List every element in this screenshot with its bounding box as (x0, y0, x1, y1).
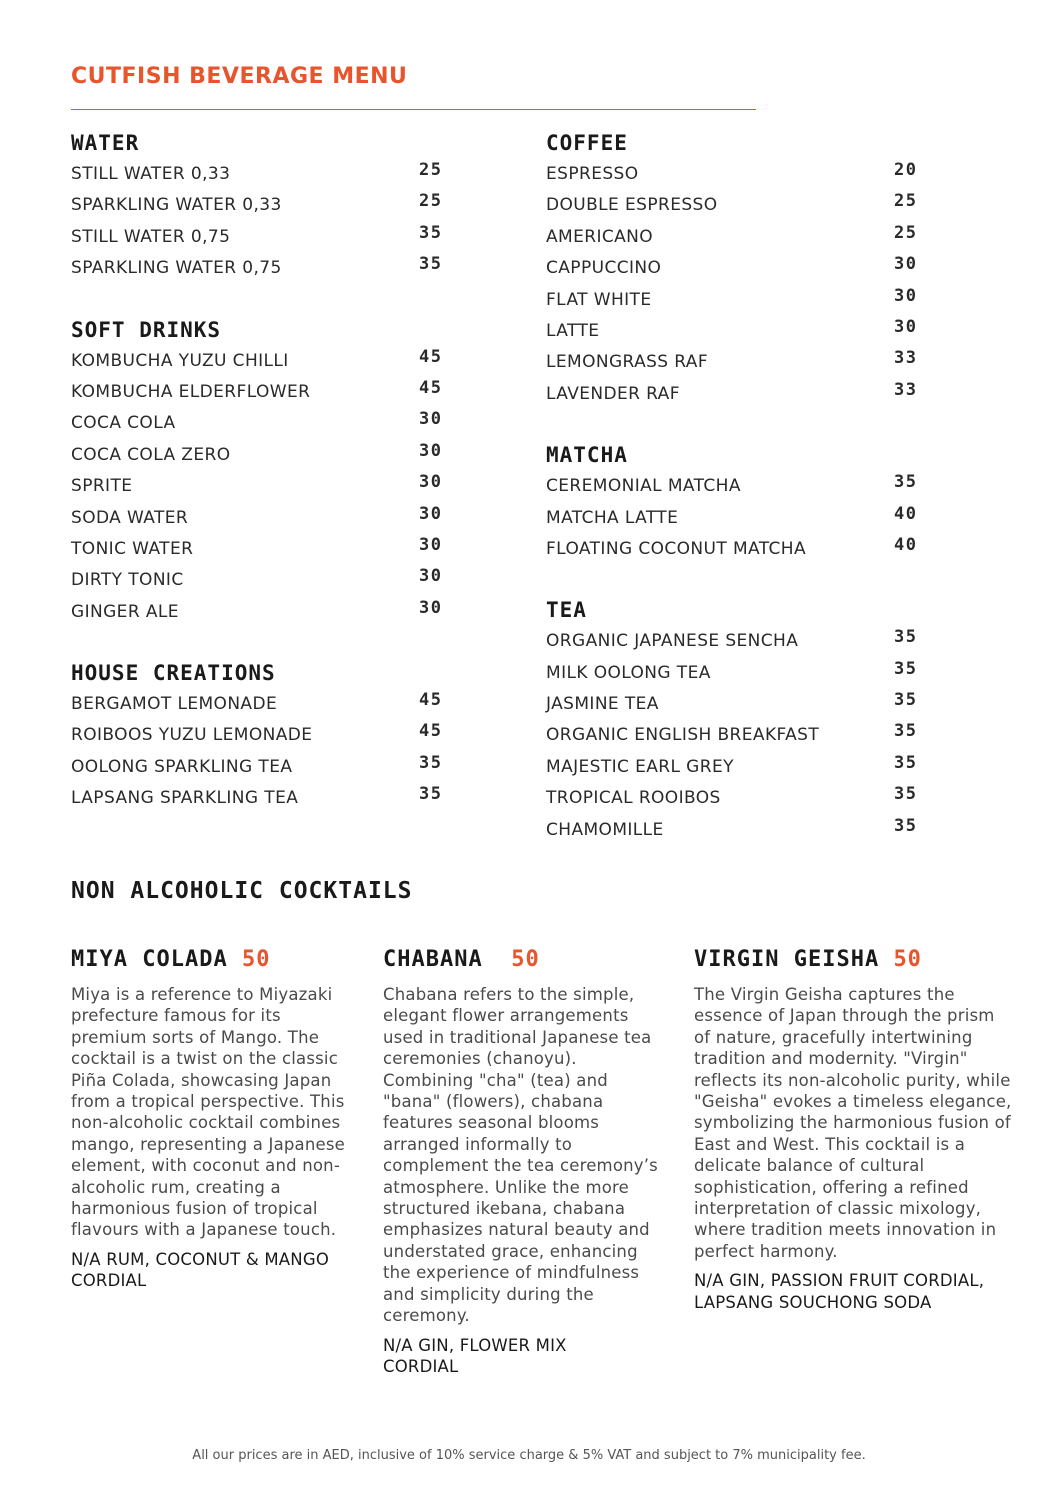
cocktail-name: CHABANA (383, 947, 483, 972)
menu-section (71, 127, 451, 285)
item-price: 25 (894, 222, 918, 243)
menu-section (546, 439, 926, 565)
item-price: 30 (894, 254, 918, 275)
cocktail-name-line (694, 942, 1014, 978)
menu-item (71, 752, 451, 783)
menu-item (546, 253, 926, 284)
menu-item (71, 503, 451, 534)
cocktail-card (383, 942, 658, 1378)
item-name: COCA COLA (71, 413, 176, 434)
cocktail-ingredients: N/A RUM, COCONUT & MANGO CORDIAL (71, 1249, 330, 1291)
item-price: 35 (419, 784, 443, 805)
cocktails-title: NON ALCOHOLIC COCKTAILS (71, 878, 413, 904)
menu-item (71, 346, 451, 377)
section-heading: COFFEE (546, 131, 628, 155)
menu-item (71, 190, 451, 221)
item-name: CHAMOMILLE (546, 819, 664, 840)
menu-item (546, 222, 926, 253)
item-price: 25 (419, 160, 443, 180)
cocktail-name-line (383, 942, 658, 978)
menu-item (546, 316, 926, 347)
item-name: SODA WATER (71, 507, 189, 528)
item-name: GINGER ALE (71, 601, 179, 622)
menu-item (546, 159, 926, 190)
menu-item (71, 222, 451, 253)
item-price: 35 (894, 690, 918, 711)
item-name: KOMBUCHA ELDERFLOWER (71, 381, 311, 402)
item-price: 35 (419, 254, 443, 275)
menu-section (71, 657, 451, 815)
menu-item (71, 440, 451, 471)
cocktail-card (694, 942, 1014, 1313)
item-name: MILK OOLONG TEA (546, 662, 711, 683)
item-price: 30 (894, 316, 918, 337)
item-name: ESPRESSO (546, 164, 639, 184)
cocktail-price: 50 (893, 947, 922, 972)
menu-item (546, 658, 926, 689)
item-name: LAPSANG SPARKLING TEA (71, 788, 299, 809)
item-price: 20 (894, 160, 918, 180)
menu-item (546, 503, 926, 534)
item-price: 45 (419, 377, 443, 398)
cocktail-description: The Virgin Geisha captures the essence of Japan through the prism of nature, gracefully intertwining tradition and modernity. "Virgin" reflects its non-alcoholic purity, while "Geisha" evokes a timeless elegance, symbolizing the harmonious fusion of East and West. This cocktail is a delicate balance of cultural sophistication, offering a refined interpretation of classic mixology, where tradition meets innovation in perfect harmony. (694, 985, 1012, 1261)
item-price: 40 (894, 503, 918, 524)
item-name: LAVENDER RAF (546, 383, 680, 404)
item-name: DOUBLE ESPRESSO (546, 195, 718, 216)
item-price: 33 (894, 379, 918, 400)
item-name: KOMBUCHA YUZU CHILLI (71, 350, 289, 371)
cocktail-ingredients: N/A GIN, FLOWER MIX CORDIAL (383, 1335, 567, 1376)
item-name: SPARKLING WATER 0,75 (71, 258, 282, 279)
item-name: OOLONG SPARKLING TEA (71, 756, 293, 777)
item-name: TONIC WATER (71, 538, 194, 559)
item-name: ORGANIC JAPANESE SENCHA (546, 631, 799, 652)
item-price: 35 (894, 658, 918, 679)
menu-item (546, 783, 926, 814)
item-name: COCA COLA ZERO (71, 444, 231, 465)
item-name: STILL WATER 0,33 (71, 164, 231, 184)
cocktail-card (71, 942, 346, 1292)
cocktail-name: VIRGIN GEISHA (694, 947, 880, 972)
menu-item (546, 689, 926, 720)
section-heading: HOUSE CREATIONS (71, 661, 276, 686)
section-heading: SOFT DRINKS (71, 317, 222, 342)
section-heading: TEA (546, 598, 587, 623)
cocktail-name: MIYA COLADA (71, 947, 228, 972)
item-name: ROIBOOS YUZU LEMONADE (71, 725, 313, 746)
item-price: 33 (894, 348, 918, 369)
cocktail-description: Miya is a reference to Miyazaki prefecture famous for its premium sorts of Mango. The cocktail is a twist on the classic Piña Colada, showcasing Japan from a tropical perspective. This non-alcoholic cocktail combines mango, representing a Japanese element, with coconut and non-alcoholic rum, creating a harmonious fusion of tropical flavours with a Japanese touch. (71, 985, 346, 1240)
menu-item (546, 626, 926, 657)
item-price: 30 (419, 472, 443, 493)
item-name: JASMINE TEA (546, 694, 659, 715)
item-name: MAJESTIC EARL GREY (546, 756, 734, 777)
cocktail-ingredients: N/A GIN, PASSION FRUIT CORDIAL, LAPSANG SOUCHONG SODA (694, 1271, 985, 1312)
menu-item (71, 253, 451, 284)
item-name: DIRTY TONIC (71, 570, 184, 591)
menu-item (71, 377, 451, 408)
item-price: 45 (419, 721, 443, 742)
menu-item (546, 815, 926, 846)
item-name: AMERICANO (546, 226, 654, 247)
item-name: FLOATING COCONUT MATCHA (546, 538, 807, 559)
item-price: 30 (419, 440, 443, 461)
item-price: 30 (894, 285, 918, 306)
item-price: 30 (419, 503, 443, 524)
item-price: 25 (419, 191, 443, 212)
item-price: 25 (894, 191, 918, 212)
menu-section (546, 127, 926, 410)
menu-item (71, 408, 451, 439)
right-column (546, 127, 926, 846)
item-price: 35 (894, 721, 918, 742)
menu-item (546, 379, 926, 410)
item-name: CEREMONIAL MATCHA (546, 476, 741, 497)
item-price: 45 (419, 346, 443, 367)
menu-item (71, 720, 451, 751)
menu-section (71, 314, 451, 629)
item-price: 35 (894, 627, 918, 648)
price-disclaimer: All our prices are in AED, inclusive of 10% service charge & 5% VAT and subject to 7% municipality fee. (192, 1448, 866, 1463)
item-name: SPRITE (71, 476, 133, 497)
item-name: TROPICAL ROOIBOS (546, 788, 721, 809)
menu-item (546, 752, 926, 783)
menu-item (71, 159, 451, 190)
item-name: ORGANIC ENGLISH BREAKFAST (546, 725, 820, 746)
item-name: BERGAMOT LEMONADE (71, 694, 278, 715)
cocktail-name-line (71, 942, 346, 978)
item-name: STILL WATER 0,75 (71, 226, 231, 247)
item-price: 30 (419, 597, 443, 618)
menu-item (71, 689, 451, 720)
item-price: 40 (894, 534, 918, 555)
menu-item (546, 190, 926, 221)
section-heading: MATCHA (546, 443, 628, 468)
item-name: MATCHA LATTE (546, 507, 679, 528)
menu-item (71, 534, 451, 565)
cocktail-description: Chabana refers to the simple, elegant flower arrangements used in traditional Japanese tea ceremonies (chanoyu). Combining "cha" (tea) and "bana" (flowers), chabana features seasonal blooms arranged informally to complement the tea ceremony’s atmosphere. Unlike the more structured ikebana, chabana emphasizes natural beauty and understated grace, enhancing the experience of mindfulness and simplicity during the ceremony. (383, 985, 658, 1326)
title-divider (71, 109, 756, 110)
menu-title: CUTFISH BEVERAGE MENU (71, 64, 408, 89)
item-price: 45 (419, 690, 443, 711)
item-price: 35 (894, 472, 918, 493)
item-name: CAPPUCCINO (546, 258, 662, 279)
menu-item (546, 720, 926, 751)
menu-section (546, 594, 926, 846)
item-name: FLAT WHITE (546, 289, 652, 310)
menu-item (546, 347, 926, 378)
item-price: 30 (419, 409, 443, 430)
menu-item (546, 285, 926, 316)
item-price: 35 (419, 222, 443, 243)
item-name: LATTE (546, 320, 600, 341)
item-price: 30 (419, 534, 443, 555)
item-price: 35 (894, 815, 918, 836)
item-name: LEMONGRASS RAF (546, 352, 709, 373)
item-price: 35 (419, 752, 443, 773)
menu-item (71, 597, 451, 628)
menu-item (71, 471, 451, 502)
menu-item (546, 471, 926, 502)
left-column (71, 127, 451, 815)
item-price: 35 (894, 752, 918, 773)
section-heading: WATER (71, 131, 140, 155)
menu-item (71, 783, 451, 814)
item-price: 30 (419, 566, 443, 587)
item-price: 35 (894, 784, 918, 805)
menu-item (546, 534, 926, 565)
cocktail-price: 50 (241, 947, 271, 972)
item-name: SPARKLING WATER 0,33 (71, 195, 282, 216)
menu-item (71, 565, 451, 596)
cocktail-price: 50 (511, 947, 540, 972)
